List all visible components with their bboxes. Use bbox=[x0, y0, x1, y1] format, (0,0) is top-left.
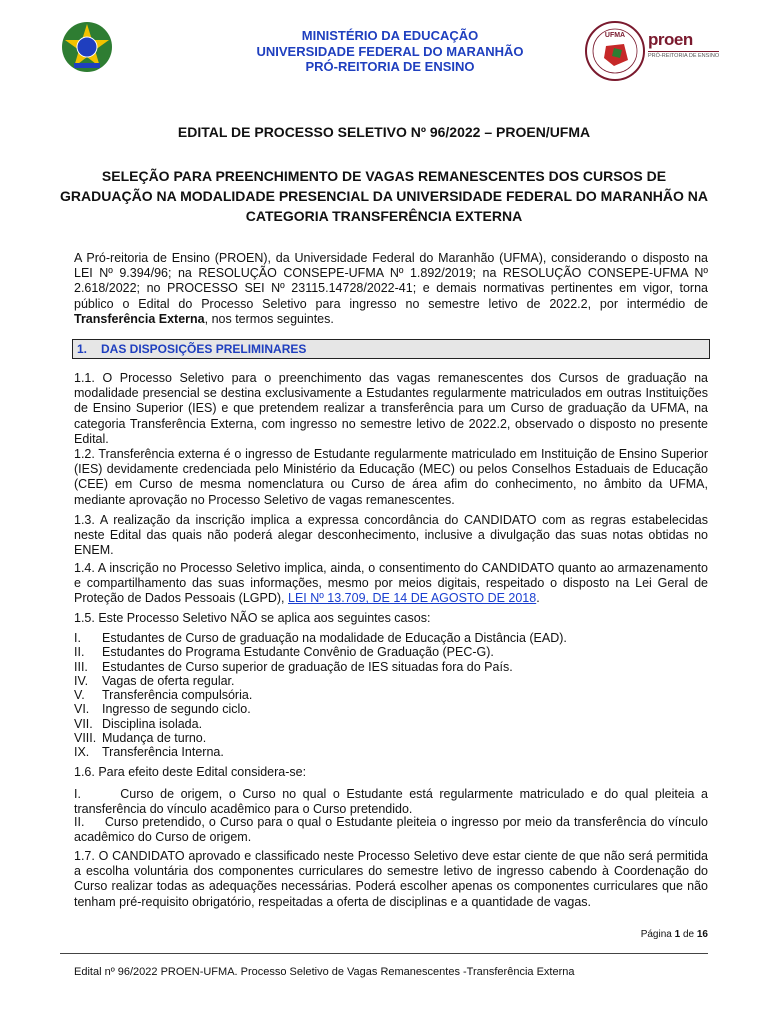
page-of: de bbox=[682, 929, 695, 940]
list-item bbox=[74, 660, 714, 674]
intro-paragraph bbox=[74, 251, 708, 327]
paragraph-1-2: 1.2. Transferência externa é o ingresso de Estudante regularmente matriculado em Instituição de Ensino Superior (IES) devidamente credenciada pelo Ministério da Educação (MEC) ou pelos Conselhos Estaduais de Educação (CEE) em Curso de mesma nomenclatura ou Curso de área afim do conhecimento, no âmbito da UFMA, mediante aprovação no Processo Seletivo de vagas remanescentes. bbox=[74, 447, 708, 507]
paragraph-1-4-text: 1.4. A inscrição no Processo Seletivo implica, ainda, o consentimento do CANDIDATO quanto ao armazenamento e compartilhamento das suas informações, mesmo por meios digitais, respeitado o disposto na Lei Geral de Proteção de Dados Pessoais (LGPD), bbox=[74, 561, 708, 606]
proen-logo-word: proen bbox=[648, 30, 693, 49]
ministry-line: MINISTÉRIO DA EDUCAÇÃO bbox=[301, 28, 479, 43]
list-item bbox=[74, 688, 714, 702]
list-item-number: II. bbox=[74, 645, 85, 660]
edital-title: EDITAL DE PROCESSO SELETIVO Nº 96/2022 – PROEN/UFMA bbox=[177, 124, 591, 140]
footer-text: Edital nº 96/2022 PROEN-UFMA. Processo Seletivo de Vagas Remanescentes -Transferência Externa bbox=[74, 966, 575, 978]
list-item-number: VII. bbox=[74, 716, 93, 731]
paragraph-1-7: 1.7. O CANDIDATO aprovado e classificado neste Processo Seletivo deve estar ciente de que não será permitida a escolha voluntária dos componentes curriculares do semestre letivo de ingresso cabendo à Coordenação do Curso realizar todas as adequações necessárias. Poderá escolher apenas os componentes curriculares que não tenham pré-requisito obrigatório, respeitadas a oferta de disciplinas e a quantidade de vagas. bbox=[74, 849, 708, 909]
ufma-logo-text: UFMA bbox=[604, 32, 626, 39]
page-label: Página bbox=[640, 929, 672, 940]
lgpd-law-link[interactable]: LEI Nº 13.709, DE 14 DE AGOSTO DE 2018 bbox=[288, 591, 537, 606]
paragraph-1-5: 1.5. Este Processo Seletivo NÃO se aplica aos seguintes casos: bbox=[74, 611, 431, 625]
list-item-text: Mudança de turno. bbox=[102, 731, 207, 746]
paragraph-1-4 bbox=[74, 561, 708, 607]
institution-name bbox=[200, 28, 580, 75]
paragraph-1-4-end: . bbox=[536, 591, 540, 606]
list-item bbox=[74, 674, 714, 688]
section-number: 1. bbox=[77, 342, 88, 356]
list-item-text: Estudantes de Curso superior de graduação de IES situadas fora do País. bbox=[102, 659, 513, 674]
edital-subtitle: SELEÇÃO PARA PREENCHIMENTO DE VAGAS REMANESCENTES DOS CURSOS DE GRADUAÇÃO NA MODALIDADE PRESENCIAL DA UNIVERSIDADE FEDERAL DO MARANHÃO NA CATEGORIA TRANSFERÊNCIA EXTERNA bbox=[60, 168, 708, 224]
list-item-number: VIII. bbox=[74, 731, 97, 746]
list-item bbox=[74, 645, 714, 659]
list-item-number: IX. bbox=[74, 745, 90, 760]
list-item-text: Estudantes do Programa Estudante Convênio de Graduação (PEC-G). bbox=[102, 645, 494, 660]
proen-line: PRÓ-REITORIA DE ENSINO bbox=[305, 59, 475, 74]
list-item bbox=[74, 731, 714, 745]
list-item-text: Transferência compulsória. bbox=[102, 688, 253, 703]
footer-divider bbox=[60, 953, 708, 954]
paragraph-1-6-i: I. Curso de origem, o Curso no qual o Estudante está regularmente matriculado e do qual pleiteia a transferência do vínculo acadêmico para o Curso pretendido. bbox=[74, 787, 712, 817]
list-item-text: Ingresso de segundo ciclo. bbox=[102, 702, 251, 717]
brazil-coat-of-arms-icon bbox=[60, 20, 114, 74]
exclusion-list bbox=[74, 631, 714, 760]
paragraph-1-1: 1.1. O Processo Seletivo para o preenchimento das vagas remanescentes dos Cursos de graduação na modalidade presencial se destina exclusivamente a Estudantes regularmente matriculados em outras Instituições de Ensino Superior (IES) e que pretendem realizar a transferência para um Curso de graduação da UFMA, na categoria Transferência Externa, com ingresso no semestre letivo de 2022.2, observado o disposto no presente Edital. bbox=[74, 371, 708, 446]
list-item-number: IV. bbox=[74, 673, 89, 688]
paragraph-1-6-ii: II. Curso pretendido, o Curso para o qual o Estudante pleiteia o ingresso por meio da transferência do vínculo acadêmico do Curso de origem. bbox=[74, 815, 712, 845]
list-item bbox=[74, 702, 714, 716]
intro-text: A Pró-reitoria de Ensino (PROEN), da Universidade Federal do Maranhão (UFMA), considerando o disposto na LEI Nº 9.394/96; na RESOLUÇÃO CONSEPE-UFMA Nº 1.892/2019; na RESOLUÇÃO CONSEPE-UFMA Nº 2.618/2022; no PROCESSO SEI Nº 23115.14728/2022-41; e demais normativas pertinentes em vigor, torna público o Edital do Processo Seletivo para ingresso no semestre letivo de 2022.2, por intermédio de bbox=[74, 251, 708, 311]
page-number bbox=[641, 929, 708, 940]
list-item bbox=[74, 745, 714, 759]
university-line: UNIVERSIDADE FEDERAL DO MARANHÃO bbox=[256, 43, 524, 59]
list-item bbox=[74, 631, 714, 645]
paragraph-1-6: 1.6. Para efeito deste Edital considera-se: bbox=[74, 765, 307, 779]
list-item-text: Transferência Interna. bbox=[102, 745, 224, 760]
list-item-number: I. bbox=[74, 631, 81, 645]
list-item-text: Estudantes de Curso de graduação na modalidade de Educação a Distância (EAD). bbox=[102, 631, 567, 645]
paragraph-1-3: 1.3. A realização da inscrição implica a expressa concordância do CANDIDATO com as regras estabelecidas neste Edital das quais não poderá alegar desconhecimento, inclusive a divulgação das suas notas obtidas no ENEM. bbox=[74, 513, 708, 558]
list-item bbox=[74, 717, 714, 731]
page-total: 16 bbox=[696, 929, 708, 940]
list-item-text: Vagas de oferta regular. bbox=[102, 673, 235, 688]
page-current: 1 bbox=[674, 929, 681, 940]
list-item-number: VI. bbox=[74, 702, 90, 717]
proen-logo bbox=[648, 30, 718, 70]
intro-bold: Transferência Externa bbox=[74, 311, 205, 326]
list-item-number: III. bbox=[74, 659, 88, 674]
proen-logo-subtitle: PRÓ-REITORIA DE ENSINO bbox=[648, 53, 720, 59]
document-header bbox=[0, 0, 768, 90]
section-heading bbox=[72, 339, 710, 359]
ufma-logo-icon bbox=[584, 20, 646, 82]
intro-end: , nos termos seguintes. bbox=[204, 311, 334, 326]
list-item-number: V. bbox=[74, 688, 85, 703]
list-item-text: Disciplina isolada. bbox=[102, 716, 203, 731]
section-title: DAS DISPOSIÇÕES PRELIMINARES bbox=[101, 342, 307, 356]
